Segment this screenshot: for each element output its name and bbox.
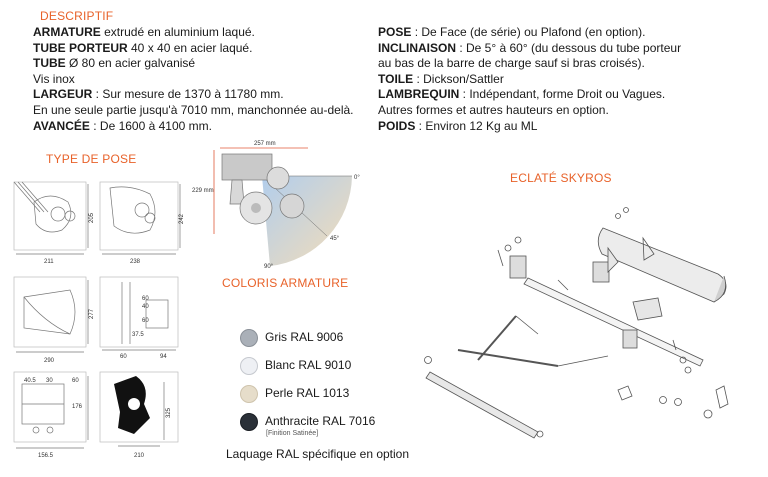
descriptif-line-armature: ARMATURE extrudé en aluminium laqué. <box>33 25 255 39</box>
angle-0-label: 0° <box>354 175 360 181</box>
dim-242: 242 <box>179 213 185 224</box>
descriptif-line-une-partie: En une seule partie jusqu'à 7010 mm, manchonnée au-delà. <box>33 102 354 117</box>
angle-45-label: 45° <box>330 236 340 242</box>
coloris-label-anthracite: Anthracite RAL 7016 <box>265 414 376 428</box>
profile-diagram <box>192 136 372 271</box>
coloris-label-perle: Perle RAL 1013 <box>265 386 350 400</box>
descriptif-line-vis: Vis inox <box>33 71 75 86</box>
dim-40-5: 40.5 <box>24 378 36 384</box>
dim-60d: 60 <box>72 378 79 384</box>
eclate-diagram <box>418 190 763 450</box>
spec-line-inclinaison: INCLINAISON : De 5° à 60° (du dessous du tube porteur <box>378 40 682 55</box>
specs-block <box>378 25 681 134</box>
descriptif-line-largeur: LARGEUR : Sur mesure de 1370 à 11780 mm. <box>33 87 284 102</box>
dim-94: 94 <box>160 354 167 360</box>
dim-60c: 60 <box>120 354 127 360</box>
profile-height-label: 229 mm <box>192 188 214 194</box>
swatch-anthracite <box>240 413 258 431</box>
descriptif-block <box>33 25 354 134</box>
descriptif-line-tube-porteur: TUBE PORTEUR 40 x 40 en acier laqué. <box>33 40 253 55</box>
dim-37-5: 37.5 <box>132 332 144 338</box>
dim-30: 30 <box>46 378 53 384</box>
profile-width-label: 257 mm <box>254 141 276 147</box>
type-de-pose-heading: TYPE DE POSE <box>46 152 137 166</box>
dim-325: 325 <box>166 407 172 418</box>
dim-156-5: 156.5 <box>38 453 54 459</box>
dim-238: 238 <box>130 259 141 265</box>
dim-211: 211 <box>44 259 54 265</box>
dim-60a: 60 <box>142 296 149 302</box>
spec-line-poids: POIDS : Environ 12 Kg au ML <box>378 118 538 133</box>
coloris-heading: COLORIS ARMATURE <box>222 276 349 290</box>
spec-line-toile: TOILE : Dickson/Sattler <box>378 71 504 86</box>
angle-90-label: 90° <box>264 264 274 270</box>
spec-line-pose: POSE : De Face (de série) ou Plafond (en option). <box>378 25 646 39</box>
eclate-heading: ECLATÉ SKYROS <box>510 171 612 185</box>
laquage-note: Laquage RAL spécifique en option <box>226 447 410 461</box>
descriptif-line-avancee: AVANCÉE : De 1600 à 4100 mm. <box>33 118 212 133</box>
spec-line-lambrequin: LAMBREQUIN : Indépendant, forme Droit ou Vagues. <box>378 87 666 102</box>
coloris-label-blanc: Blanc RAL 9010 <box>265 358 352 372</box>
spec-line-inclinaison-suite: au bas de la barre de charge sauf si bras croisés). <box>378 56 645 71</box>
dim-205: 205 <box>89 212 95 223</box>
spec-line-autres-formes: Autres formes et autres hauteurs en option. <box>378 102 609 117</box>
swatch-perle <box>240 385 258 403</box>
finition-note: [Finition Satinée] <box>266 430 319 437</box>
dim-176: 176 <box>72 404 83 410</box>
dim-210: 210 <box>134 453 145 459</box>
type-de-pose-diagrams <box>10 172 185 467</box>
descriptif-line-tube: TUBE Ø 80 en acier galvanisé <box>33 56 196 71</box>
dim-40: 40 <box>142 304 149 310</box>
dim-60b: 60 <box>142 318 149 324</box>
dim-277: 277 <box>89 308 95 319</box>
descriptif-heading: DESCRIPTIF <box>40 9 114 23</box>
swatch-gris <box>240 329 258 347</box>
dim-290: 290 <box>44 358 55 364</box>
coloris-label-gris: Gris RAL 9006 <box>265 330 344 344</box>
swatch-blanc <box>240 357 258 375</box>
